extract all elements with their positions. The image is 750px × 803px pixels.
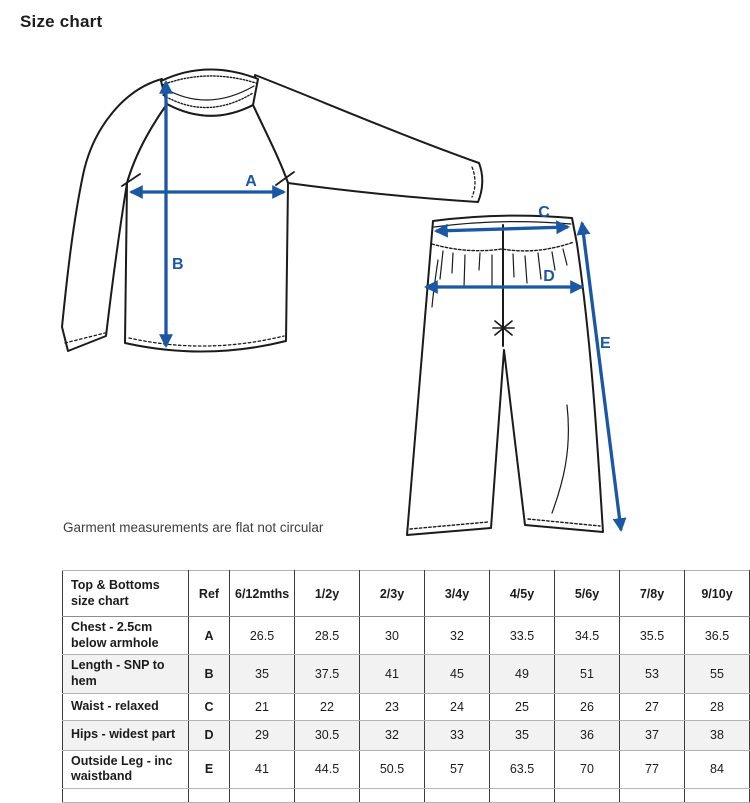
row-value-empty	[490, 788, 555, 802]
row-value: 32	[360, 720, 425, 750]
row-value-empty	[63, 788, 189, 802]
bottoms-illustration	[407, 216, 603, 535]
row-value: 26	[555, 693, 620, 720]
row-value: 24	[425, 693, 490, 720]
col-header-4: 2/3y	[360, 571, 425, 617]
col-header-5: 3/4y	[425, 571, 490, 617]
row-label: Length - SNP to hem	[63, 655, 189, 693]
row-ref: E	[189, 750, 230, 788]
col-header-6: 4/5y	[490, 571, 555, 617]
table-row	[63, 693, 750, 720]
top-illustration	[62, 69, 482, 351]
row-label: Waist - relaxed	[63, 693, 189, 720]
row-value: 37.5	[295, 655, 360, 693]
row-ref: A	[189, 617, 230, 655]
label-e: E	[600, 335, 611, 352]
row-value: 41	[230, 750, 295, 788]
col-header-7: 5/6y	[555, 571, 620, 617]
row-value: 44.5	[295, 750, 360, 788]
row-value: 29	[230, 720, 295, 750]
row-value: 22	[295, 693, 360, 720]
table-row-cutoff	[63, 788, 750, 802]
row-label: Hips - widest part	[63, 720, 189, 750]
row-value: 30.5	[295, 720, 360, 750]
row-value: 57	[425, 750, 490, 788]
row-value: 77	[620, 750, 685, 788]
row-value-empty	[620, 788, 685, 802]
row-label: Outside Leg - inc waistband	[63, 750, 189, 788]
page-title: Size chart	[20, 12, 103, 31]
row-value: 63.5	[490, 750, 555, 788]
row-ref: C	[189, 693, 230, 720]
row-value: 84	[685, 750, 750, 788]
row-value: 41	[360, 655, 425, 693]
row-value: 38	[685, 720, 750, 750]
col-header-8: 7/8y	[620, 571, 685, 617]
row-value: 35.5	[620, 617, 685, 655]
row-value: 28	[685, 693, 750, 720]
row-value: 70	[555, 750, 620, 788]
row-value: 35	[490, 720, 555, 750]
row-value: 27	[620, 693, 685, 720]
row-ref: B	[189, 655, 230, 693]
row-value: 35	[230, 655, 295, 693]
col-header-0: Top & Bottoms size chart	[63, 571, 189, 617]
row-value: 30	[360, 617, 425, 655]
garment-diagram-svg	[55, 55, 668, 545]
label-c: C	[538, 204, 550, 221]
col-header-1: Ref	[189, 571, 230, 617]
row-value: 28.5	[295, 617, 360, 655]
label-d: D	[543, 268, 555, 285]
row-value: 53	[620, 655, 685, 693]
row-value-empty	[230, 788, 295, 802]
row-value-empty	[295, 788, 360, 802]
size-chart-table	[62, 570, 750, 803]
col-header-2: 6/12mths	[230, 571, 295, 617]
row-value: 33	[425, 720, 490, 750]
label-b: B	[172, 256, 184, 273]
row-value: 34.5	[555, 617, 620, 655]
label-a: A	[245, 173, 257, 190]
flat-measurement-note: Garment measurements are flat not circular	[63, 520, 324, 535]
row-value-empty	[360, 788, 425, 802]
col-header-9: 9/10y	[685, 571, 750, 617]
row-value: 36	[555, 720, 620, 750]
row-value: 33.5	[490, 617, 555, 655]
row-value: 37	[620, 720, 685, 750]
row-value: 36.5	[685, 617, 750, 655]
row-value-empty	[685, 788, 750, 802]
row-value: 26.5	[230, 617, 295, 655]
row-value: 25	[490, 693, 555, 720]
col-header-3: 1/2y	[295, 571, 360, 617]
row-value: 51	[555, 655, 620, 693]
table-row	[63, 655, 750, 693]
table-row	[63, 750, 750, 788]
row-ref: D	[189, 720, 230, 750]
row-value: 23	[360, 693, 425, 720]
row-value: 50.5	[360, 750, 425, 788]
row-value: 32	[425, 617, 490, 655]
table-header-row	[63, 571, 750, 617]
row-value-empty	[555, 788, 620, 802]
row-label: Chest - 2.5cm below armhole	[63, 617, 189, 655]
row-value: 49	[490, 655, 555, 693]
garment-diagram	[55, 55, 668, 545]
row-value: 45	[425, 655, 490, 693]
size-table-section	[62, 570, 750, 803]
row-value-empty	[425, 788, 490, 802]
row-value: 21	[230, 693, 295, 720]
table-row	[63, 720, 750, 750]
row-value: 55	[685, 655, 750, 693]
row-value-empty	[189, 788, 230, 802]
table-row	[63, 617, 750, 655]
